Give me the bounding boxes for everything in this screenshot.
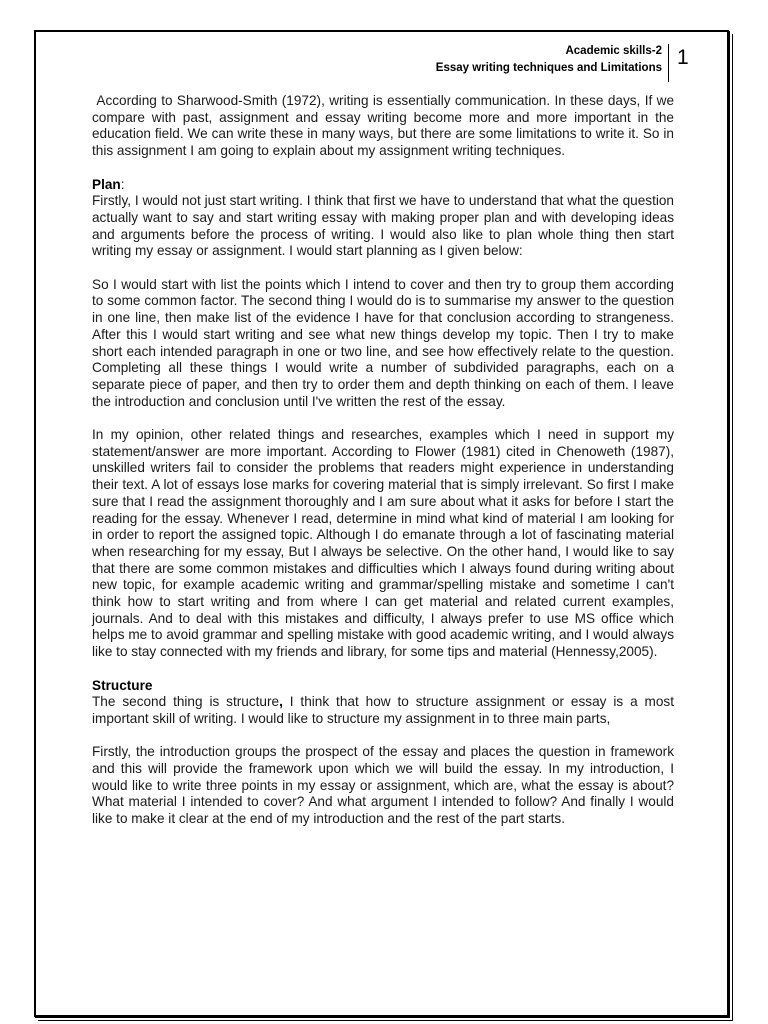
plan-section <box>92 177 674 661</box>
structure-paragraph-1-comma: , <box>279 694 283 710</box>
structure-paragraph-1-rest: I think that how to structure assignment or essay is a most important skill of writing. I would like to structure my assignment in to three main parts, <box>92 694 674 726</box>
header-document-title: Essay writing techniques and Limitations <box>435 62 662 74</box>
document-body <box>92 93 674 845</box>
structure-section <box>92 678 674 828</box>
header-divider <box>668 44 669 82</box>
structure-heading: Structure <box>92 677 153 693</box>
structure-paragraph-2: Firstly, the introduction groups the prospect of the essay and places the question in framework and this will provide the framework upon which we will build the essay. In my introduction, I would like to write three points in my essay or assignment, which are, what the essay is about? What material I intended to cover? And what argument I intended to follow? And finally I would like to make it clear at the end of my introduction and the rest of the part starts. <box>92 744 674 827</box>
header-course-title: Academic skills-2 <box>565 45 662 57</box>
plan-paragraph-1: Firstly, I would not just start writing. I think that first we have to understand that what the question actually want to say and start writing essay with making proper plan and with developing ideas and arguments before the process of writing. I would also like to plan whole thing then start writing my essay or assignment. I would start planning as I given below: <box>92 193 674 259</box>
structure-paragraph-1-start: The second thing is structure <box>92 694 280 710</box>
page-number: 1 <box>677 46 689 69</box>
plan-heading-line <box>92 177 674 194</box>
structure-paragraph-1 <box>92 694 674 727</box>
running-header <box>436 43 662 77</box>
plan-heading-colon: : <box>120 176 125 192</box>
plan-heading: Plan <box>92 176 121 192</box>
plan-paragraph-3: In my opinion, other related things and researches, examples which I need in support my statement/answer are more important. According to Flower (1981) cited in Chenoweth (1987), unskilled writers fail to consider the problems that readers might experience in understanding their text. A lot of essays lose marks for covering material that is simply irrelevant. So first I make sure that I read the assignment thoroughly and I am sure about what it asks for before I start the reading for the essay. Whenever I read, determine in mind what kind of material I am looking for in order to report the assigned topic. Although I do emanate through a lot of fascinating material when researching for my essay, But I always be selective. On the other hand, I would like to say that there are some common mistakes and difficulties which I always found during writing about new topic, for example academic writing and grammar/spelling mistake and sometime I can't think how to start writing and from where I can get material and related current examples, journals. And to deal with this mistakes and difficulty, I always prefer to use MS office which helps me to avoid grammar and spelling mistake with good academic writing, and I would always like to stay connected with my friends and library, for some tips and material (Hennessy,2005). <box>92 427 674 660</box>
intro-paragraph: According to Sharwood-Smith (1972), writing is essentially communication. In these days, If we compare with past, assignment and essay writing become more and more important in the education field. We can write these in many ways, but there are some limitations to write it. So in this assignment I am going to explain about my assignment writing techniques. <box>92 93 674 159</box>
plan-paragraph-2: So I would start with list the points which I intend to cover and then try to group them according to some common factor. The second thing I would do is to summarise my answer to the question in one line, then make list of the evidence I have for that conclusion according to strangeness. After this I would start writing and see what new things develop my topic. Then I try to make short each intended paragraph in one or two line, and see how effectively relate to the question. Completing all these things I would write a number of subdivided paragraphs, each on a separate piece of paper, and then try to order them and depth thinking on each of them. I leave the introduction and conclusion until I've written the rest of the essay. <box>92 276 674 409</box>
